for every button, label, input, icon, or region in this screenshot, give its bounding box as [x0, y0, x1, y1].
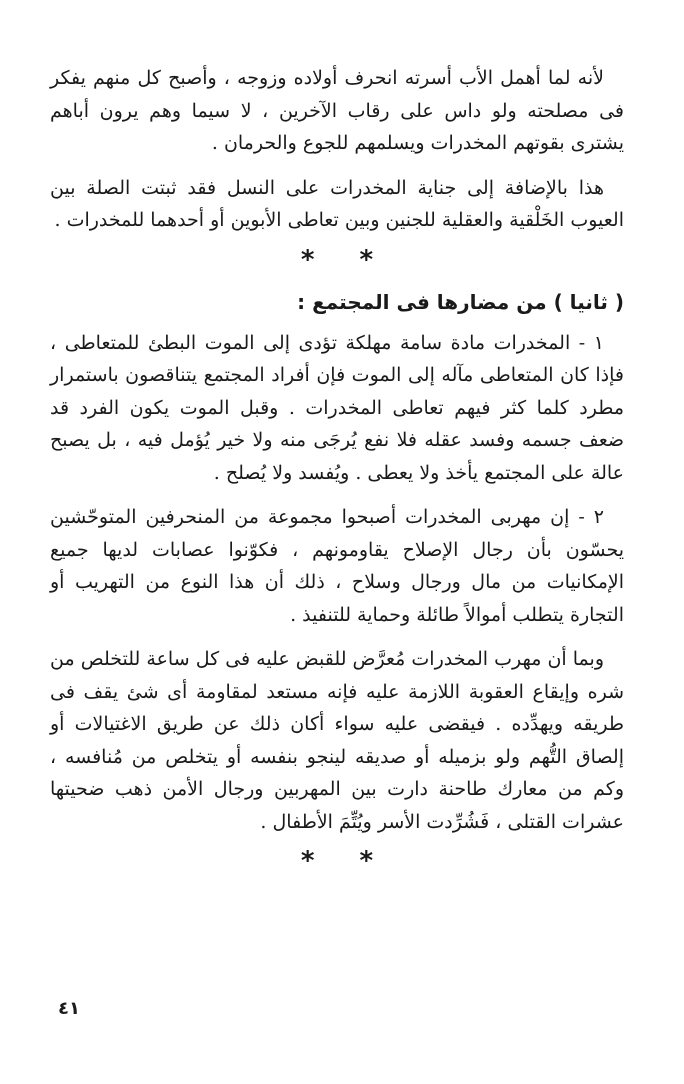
- paragraph-family-neglect: لأنه لما أهمل الأب أسرته انحرف أولاده وزوجه ، وأصبح كل منهم يفكر فى مصلحته ولو داس على رقاب الآخرين ، لا سيما وهم يرون أباهم يشترى بقوتهم المخدرات ويسلمهم للجوع والحرمان .: [50, 67, 624, 154]
- paragraph-point-one: ١ - المخدرات مادة سامة مهلكة تؤدى إلى الموت البطئ للمتعاطى ، فإذا كان المتعاطى مآله إلى الموت فإن أفراد المجتمع يتناقصون باستمرار مطرد كلما كثر فيهم تعاطى المخدرات . وقبل الموت يكون الفرد قد ضعف جسمه وفسد عقله فلا نفع يُرجَى منه ولا خير يُؤمل فيه ، بل يصبح عالة على المجتمع يأخذ ولا يعطى . ويُفسد ولا يُصلح .: [50, 331, 624, 484]
- paragraph-point-two: ٢ - إن مهربى المخدرات أصبحوا مجموعة من المنحرفين المتوحّشين يحسّون بأن رجال الإصلاح يقاومونهم ، فكوّنوا عصابات لديها جميع الإمكانيات من مال ورجال وسلاح ، ذلك أن هذا النوع من التهريب أو التجارة يتطلب أموالاً طائلة وحماية للتنفيذ .: [50, 506, 624, 626]
- paragraph-gap: [50, 631, 624, 643]
- separator-asterisks-top: [50, 243, 624, 277]
- asterisk: *: [359, 846, 374, 876]
- paragraph-gap: [50, 160, 624, 172]
- paragraph-gap: [50, 489, 624, 501]
- separator-asterisks-bottom: [50, 844, 624, 878]
- paragraph-smuggler-violence: وبما أن مهرب المخدرات مُعرَّض للقبض عليه فى كل ساعة للتخلص من شره وإيقاع العقوبة اللازمة عليه فإنه مستعد لمقاومة أى شئ يقف فى طريقه ويهدِّده . فيقضى عليه سواء أكان ذلك عن طريق الاغتيالات أو إلصاق التُّهم ولو بزميله أو صديقه لينجو بنفسه أو يتخلص من مُنافسه ، وكم من معارك طاحنة دارت بين المهربين ورجال الأمن ذهب ضحيتها عشرات القتلى ، فَشُرِّدت الأسر ويُتِّمَ الأطفال .: [50, 648, 624, 833]
- section-heading: ( ثانيا ) من مضارها فى المجتمع :: [297, 289, 624, 314]
- paragraph-birth-defects: هذا بالإضافة إلى جناية المخدرات على النسل فقد ثبتت الصلة بين العيوب الخَلْقية والعقلية للجنين وبين تعاطى الأبوين أو أحدهما للمخدرات .: [50, 176, 624, 231]
- asterisk: *: [359, 244, 374, 275]
- asterisk: *: [300, 244, 315, 275]
- page-body: [50, 62, 624, 886]
- page-number: ٤١: [58, 998, 80, 1019]
- asterisk: *: [300, 846, 315, 876]
